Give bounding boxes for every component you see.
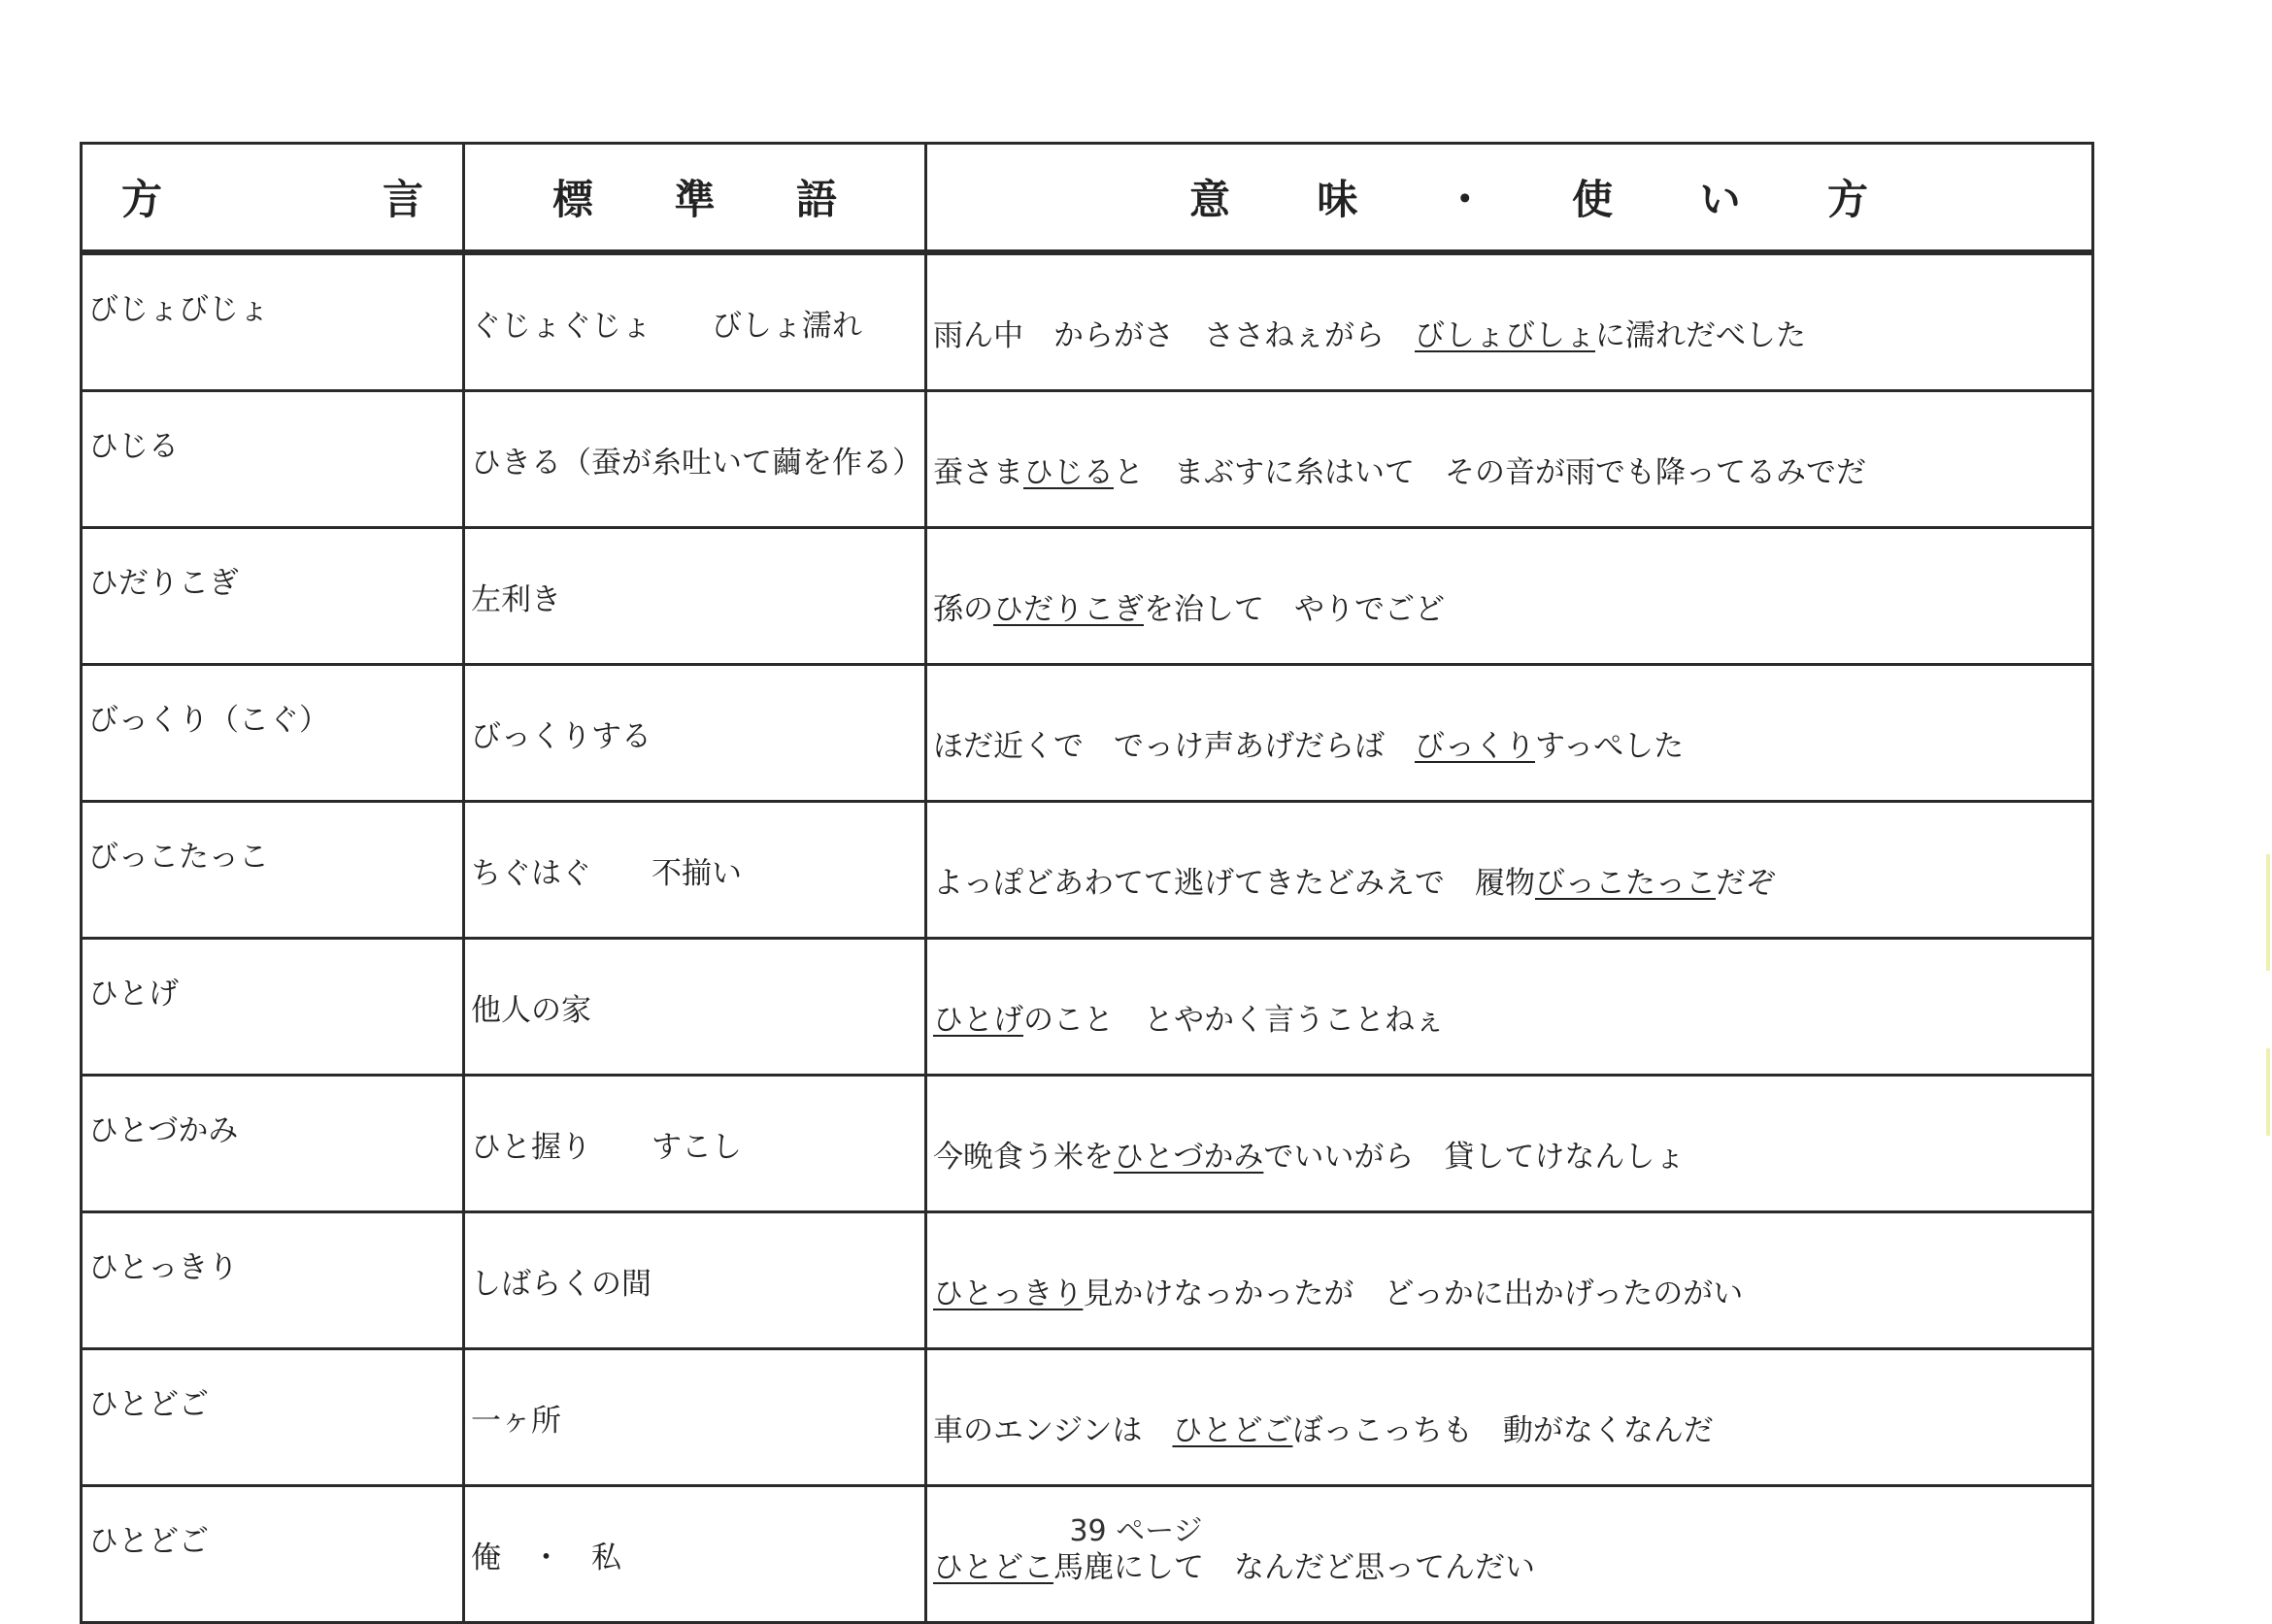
standard-cell: 他人の家 bbox=[464, 939, 926, 1076]
usage-underlined-word: ひとっきり bbox=[933, 1276, 1084, 1311]
dialect-cell: ひだりこぎ bbox=[82, 528, 464, 665]
usage-underlined-word: ひじる bbox=[1023, 454, 1114, 490]
table-row bbox=[82, 802, 2093, 939]
dialect-cell: びっくり（こぐ） bbox=[82, 665, 464, 802]
header-standard bbox=[464, 144, 926, 253]
usage-cell bbox=[926, 939, 2093, 1076]
header-usage-char: 方 bbox=[1826, 176, 1868, 223]
header-dialect-char: 方 bbox=[121, 176, 163, 223]
standard-cell: ひと握り すこし bbox=[464, 1076, 926, 1212]
dialect-cell: ひとどご bbox=[82, 1349, 464, 1486]
dialect-cell: ひとっきり bbox=[82, 1212, 464, 1349]
usage-underlined-word: ひとどご bbox=[1172, 1412, 1293, 1448]
usage-text: 今晩食う米を bbox=[933, 1139, 1114, 1175]
usage-text: ほだ近くで でっけ声あげだらば bbox=[933, 728, 1415, 764]
usage-text: に濡れだべした bbox=[1595, 317, 1806, 353]
usage-underlined-word: ひとどこ bbox=[933, 1549, 1053, 1585]
dialect-cell: ひとげ bbox=[82, 939, 464, 1076]
header-usage-char: い bbox=[1699, 176, 1741, 223]
table-body bbox=[82, 252, 2093, 1623]
table-row bbox=[82, 528, 2093, 665]
usage-text: 車のエンジンは bbox=[933, 1412, 1173, 1448]
header-dialect bbox=[82, 144, 464, 253]
usage-text: すっぺした bbox=[1535, 728, 1685, 764]
header-standard-char: 語 bbox=[795, 176, 837, 223]
dialect-cell: びじょびじょ bbox=[82, 252, 464, 391]
usage-text: 雨ん中 からがさ ささねぇがら bbox=[933, 317, 1415, 353]
usage-underlined-word: びっくり bbox=[1415, 728, 1535, 764]
usage-underlined-word: ひだりこぎ bbox=[993, 591, 1144, 627]
table-row bbox=[82, 391, 2093, 528]
header-dialect-char: 言 bbox=[382, 176, 423, 223]
usage-cell bbox=[926, 1212, 2093, 1349]
usage-text: だぞ bbox=[1716, 865, 1776, 901]
standard-cell: ひきる（蚕が糸吐いて繭を作る） bbox=[464, 391, 926, 528]
standard-cell: びっくりする bbox=[464, 665, 926, 802]
usage-underlined-word: ひとげ bbox=[933, 1002, 1023, 1038]
page-number: 39 ページ bbox=[1069, 1514, 1203, 1548]
table-row bbox=[82, 1076, 2093, 1212]
usage-underlined-word: びっこたっこ bbox=[1535, 865, 1716, 901]
usage-cell bbox=[926, 1076, 2093, 1212]
table-row bbox=[82, 665, 2093, 802]
usage-text: 見かけなっかったが どっかに出かげったのがい bbox=[1083, 1276, 1744, 1311]
usage-text: 孫の bbox=[933, 591, 993, 627]
usage-underlined-word: ひとづかみ bbox=[1114, 1139, 1264, 1175]
usage-text: ぼっこっちも 動がなくなんだ bbox=[1292, 1412, 1714, 1448]
usage-cell bbox=[926, 391, 2093, 528]
table-row bbox=[82, 939, 2093, 1076]
table-row bbox=[82, 252, 2093, 391]
usage-text: 蚕さま bbox=[933, 454, 1023, 490]
standard-cell: ちぐはぐ 不揃い bbox=[464, 802, 926, 939]
table-header bbox=[82, 144, 2093, 253]
usage-text: よっぽどあわてて逃げてきたどみえで 履物 bbox=[933, 865, 1535, 901]
usage-cell bbox=[926, 665, 2093, 802]
table-row bbox=[82, 1212, 2093, 1349]
usage-text: と まぶすに糸はいて その音が雨でも降ってるみでだ bbox=[1114, 454, 1866, 490]
usage-cell bbox=[926, 252, 2093, 391]
dialect-cell: びっこたっこ bbox=[82, 802, 464, 939]
header-usage bbox=[926, 144, 2093, 253]
header-standard-char: 準 bbox=[674, 176, 716, 223]
standard-cell: 左利き bbox=[464, 528, 926, 665]
usage-text: のこと とやかく言うことねぇ bbox=[1023, 1002, 1445, 1038]
dialect-dictionary-table bbox=[80, 142, 2094, 1624]
header-usage-char: 味 bbox=[1317, 176, 1358, 223]
usage-text: を治して やりでごど bbox=[1144, 591, 1445, 627]
usage-cell bbox=[926, 802, 2093, 939]
dialect-cell: ひとどご bbox=[82, 1486, 464, 1623]
usage-text: 馬鹿にして なんだど思ってんだい bbox=[1053, 1549, 1535, 1585]
header-usage-char: ・ bbox=[1444, 176, 1486, 223]
usage-underlined-word: びしょびしょ bbox=[1415, 317, 1595, 353]
table-row bbox=[82, 1349, 2093, 1486]
standard-cell: 俺 ・ 私 bbox=[464, 1486, 926, 1623]
standard-cell: しばらくの間 bbox=[464, 1212, 926, 1349]
dialect-cell: ひじる bbox=[82, 391, 464, 528]
header-usage-char: 使 bbox=[1572, 176, 1614, 223]
header-row bbox=[82, 144, 2093, 253]
scan-edge-mark bbox=[2266, 1048, 2270, 1136]
usage-cell bbox=[926, 528, 2093, 665]
dialect-cell: ひとづかみ bbox=[82, 1076, 464, 1212]
standard-cell: 一ヶ所 bbox=[464, 1349, 926, 1486]
header-standard-char: 標 bbox=[552, 176, 594, 223]
header-usage-char: 意 bbox=[1189, 176, 1231, 223]
usage-text: でいいがら 貸してけなんしょ bbox=[1263, 1139, 1686, 1175]
standard-cell: ぐじょぐじょ びしょ濡れ bbox=[464, 252, 926, 391]
usage-cell bbox=[926, 1349, 2093, 1486]
scan-edge-mark bbox=[2266, 854, 2270, 971]
